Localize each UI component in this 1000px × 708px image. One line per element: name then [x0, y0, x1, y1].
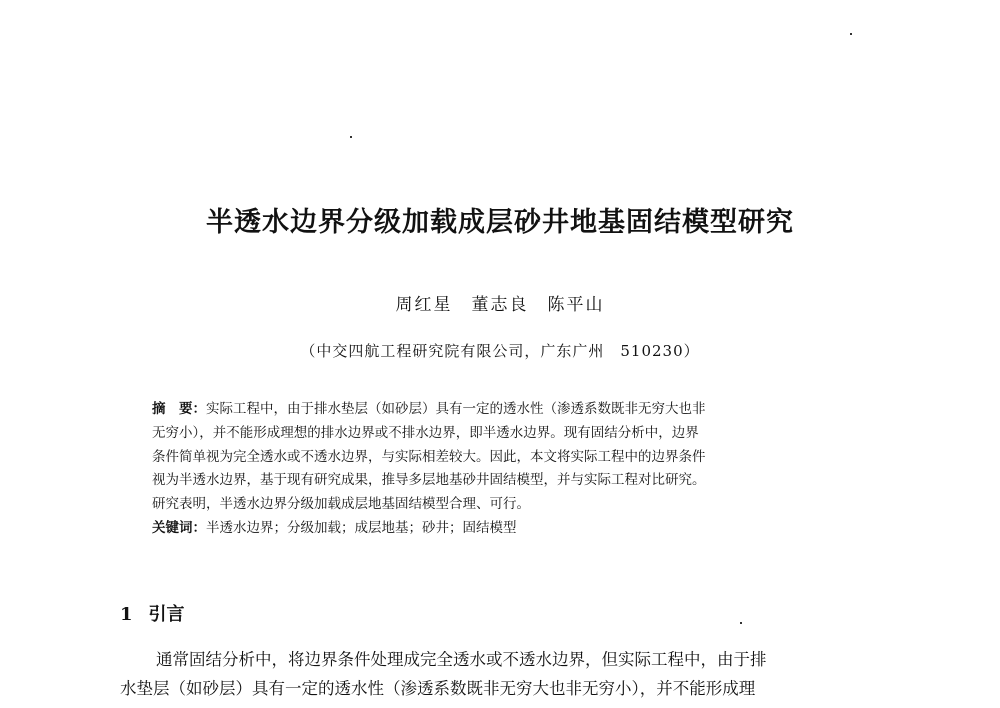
scan-speck: [350, 136, 352, 138]
scan-speck: [850, 33, 852, 35]
keywords-line: [152, 517, 868, 541]
keywords-label: 关键词：: [152, 519, 206, 536]
scan-speck: [740, 622, 742, 624]
abstract-line: 视为半透水边界，基于现有研究成果，推导多层地基砂井固结模型，并与实际工程对比研究。: [152, 472, 706, 489]
abstract-text: 实际工程中，由于排水垫层（如砂层）具有一定的透水性（渗透系数既非无穷大也非: [206, 401, 706, 417]
author-list: 周红星 董志良 陈平山: [395, 295, 605, 315]
abstract-line: 研究表明，半透水边界分级加载成层地基固结模型合理、可行。: [152, 496, 530, 513]
abstract-block: [152, 398, 868, 541]
paper-title: 半透水边界分级加载成层砂井地基固结模型研究: [206, 207, 794, 238]
abstract-line: 条件简单视为完全透水或不透水边界，与实际相差较大。因此，本文将实际工程中的边界条件: [152, 448, 706, 465]
keywords-text: 半透水边界；分级加载；成层地基；砂井；固结模型: [206, 519, 517, 536]
affiliation: （中交四航工程研究院有限公司，广东广州 510230）: [300, 342, 700, 360]
section-title: 引言: [148, 604, 185, 625]
body-text: [120, 645, 890, 703]
abstract-label: 摘 要：: [152, 401, 206, 417]
body-line: 通常固结分析中，将边界条件处理成完全透水或不透水边界，但实际工程中，由于排: [156, 650, 767, 669]
abstract-line: 无穷小），并不能形成理想的排水边界或不排水边界，即半透水边界。现有固结分析中，边界: [152, 424, 699, 441]
section-heading: [120, 600, 185, 626]
body-line: 水垫层（如砂层）具有一定的透水性（渗透系数既非无穷大也非无穷小），并不能形成理: [120, 679, 756, 698]
abstract-line: [152, 398, 868, 422]
section-number: 1: [120, 604, 133, 625]
